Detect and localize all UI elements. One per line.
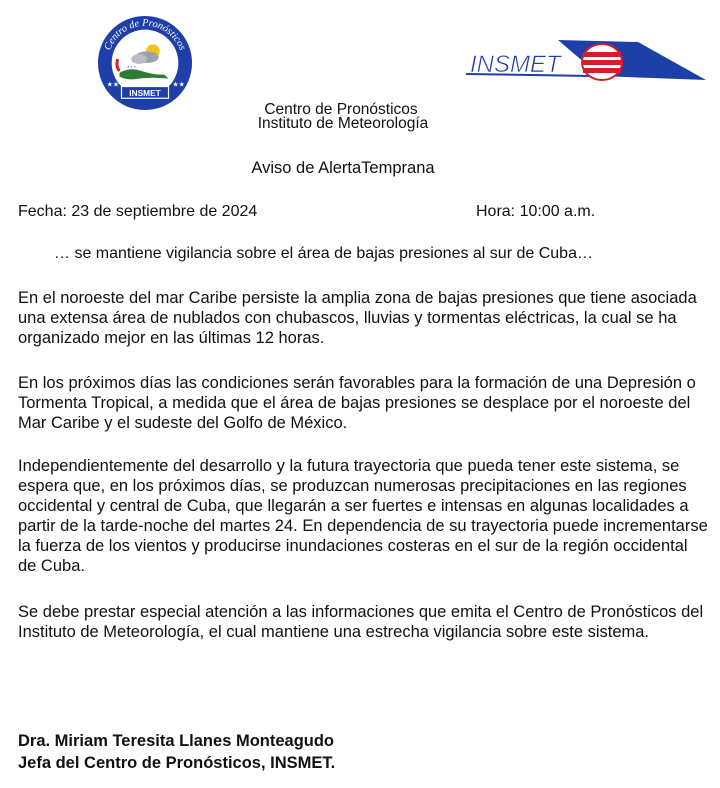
paragraph-2: En los próximos días las condiciones serán favorables para la formación de una Depresión o Tormenta Tropical, a medida que el área de bajas presiones se desplace por el noroeste del Mar Caribe y el sudeste del Golfo de México. [18, 374, 696, 432]
logo-banner-text: INSMET [129, 87, 161, 98]
paragraph-1: En el noroeste del mar Caribe persiste la amplia zona de bajas presiones que tiene asociada una extensa área de nublados con chubascos, lluvias y tormentas eléctricas, la cual se ha organizado mejor en las últimas 12 horas. [18, 289, 697, 347]
header-center-name: Centro de Pronósticos [264, 101, 418, 118]
svg-text:★★: ★★ [172, 81, 185, 89]
signature-name: Dra. Miriam Teresita Llanes Monteagudo [18, 732, 335, 750]
insmet-logo [462, 34, 706, 86]
svg-text:★★: ★★ [106, 81, 120, 89]
notice-headline: … se mantiene vigilancia sobre el área de bajas presiones al sur de Cuba… [54, 245, 593, 262]
notice-title: Aviso de AlertaTemprana [251, 159, 435, 177]
notice-time: Hora: 10:00 a.m. [476, 203, 596, 220]
paragraph-3: Independientemente del desarrollo y la futura trayectoria que pueda tener este sistema, se espera que, en los próximos días, se produzcan numerosas precipitaciones en las regiones occidental y central de Cuba, que llegarán a ser fuertes e intensas en algunas localidades a partir de la tarde-noche del martes 24. En dependencia de su trayectoria puede incrementarse la fuerza de los vientos y producirse inundaciones costeras en el sur de la región occidental de Cuba. [18, 457, 708, 575]
notice-date: Fecha: 23 de septiembre de 2024 [18, 203, 258, 220]
logo-ring-text: Centro de Pronósticos [102, 17, 188, 52]
signature-role: Jefa del Centro de Pronósticos, INSMET. [18, 754, 336, 772]
svg-text:* * *: * * * [127, 65, 136, 71]
centro-pronosticos-logo [96, 14, 194, 112]
header-institute-name: Instituto de Meteorología [257, 115, 429, 132]
paragraph-4: Se debe prestar especial atención a las informaciones que emita el Centro de Pronósticos del Instituto de Meteorología, el cual mantiene una estrecha vigilancia sobre este sistema. [18, 603, 704, 641]
insmet-logo-text: INSMET [470, 51, 561, 78]
